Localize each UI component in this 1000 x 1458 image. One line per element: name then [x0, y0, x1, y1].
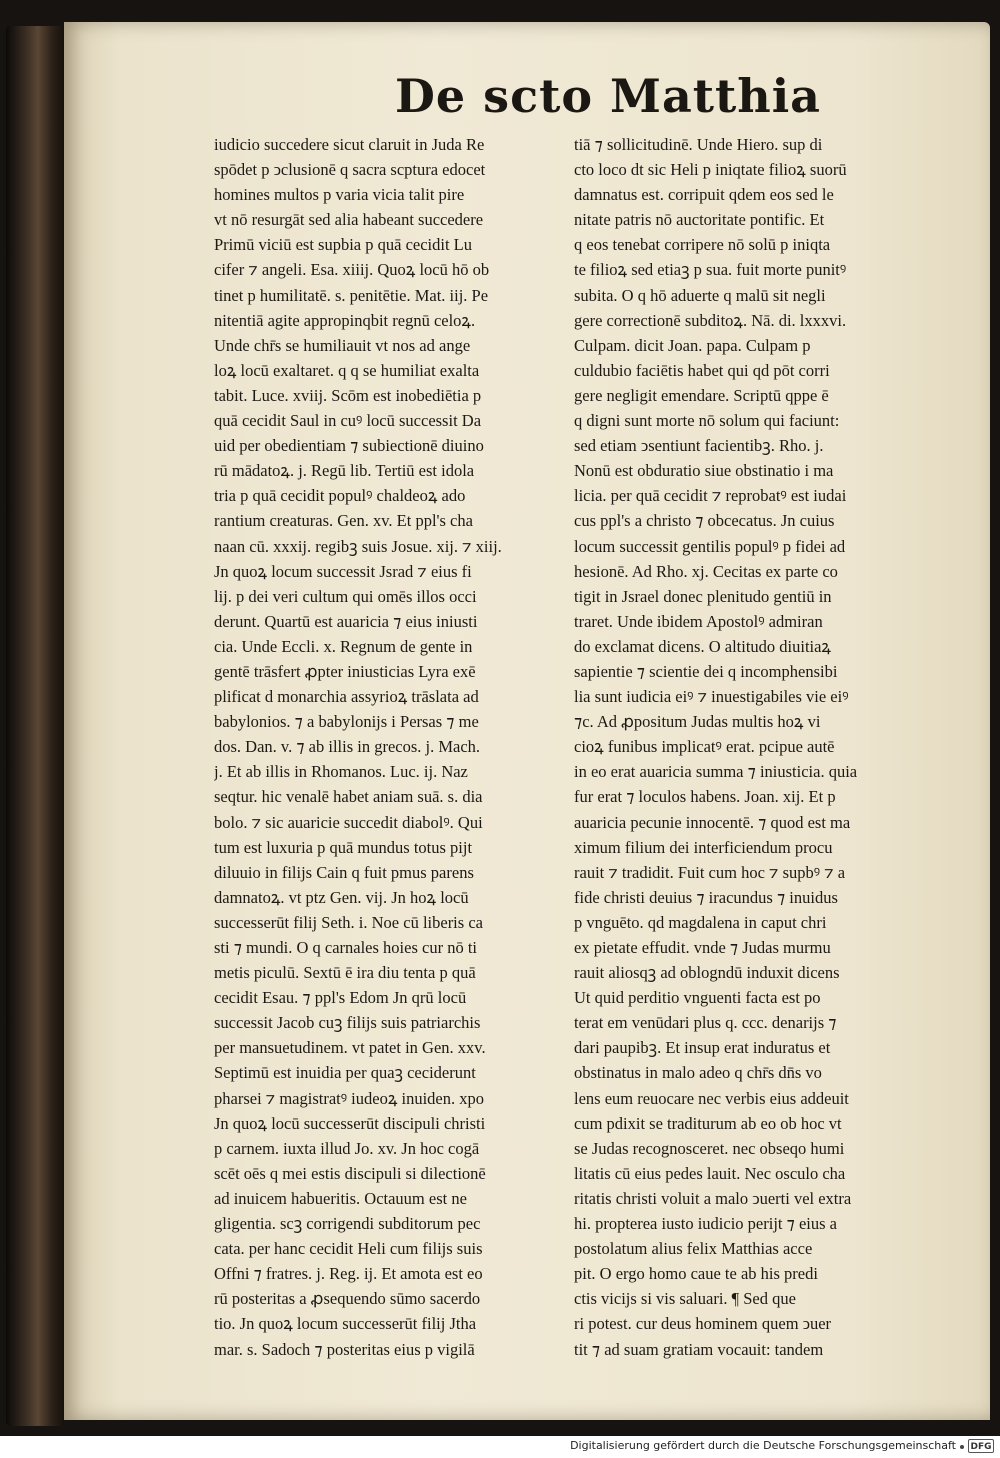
- text-line: ex pietate effudit. vnde ⁊ Judas murmu: [574, 938, 831, 957]
- text-line: ⁊c. Ad ꝓpositum Judas multis hoꝝ vi: [574, 712, 821, 732]
- text-line: ctis vicijs si vis saluari. ¶ Sed que: [574, 1289, 796, 1309]
- text-line: Jn quoꝝ locū successerūt discipuli christi: [214, 1113, 486, 1133]
- digitization-footer: [0, 1436, 1000, 1458]
- text-line: pit. O ergo homo caue te ab his predi: [574, 1264, 818, 1284]
- text-line: gentē trāsfert ꝓpter iniusticias Lyra exē: [214, 661, 476, 681]
- text-line: tio. Jn quoꝝ locum successerūt filij Jtha: [214, 1314, 477, 1334]
- text-line: naan cū. xxxij. regibꝫ suis Josue. xij. ⁊ xiij.: [214, 536, 502, 556]
- text-line: hi. propterea iusto iudicio perijt ⁊ eius a: [574, 1214, 837, 1234]
- text-line: Ut quid perditio vnguenti facta est po: [574, 988, 821, 1008]
- text-line: dari paupibꝫ. Et insup erat induratus et: [574, 1038, 831, 1058]
- text-line: diluuio in filijs Cain q fuit pmus parens: [214, 862, 474, 882]
- text-line: uid per obedientiam ⁊ subiectionē diuino: [214, 436, 484, 456]
- text-line: per mansuetudinem. vt patet in Gen. xxv.: [214, 1038, 486, 1058]
- text-line: tit ⁊ ad suam gratiam vocauit: tandem: [574, 1339, 824, 1359]
- text-line: scēt oēs q mei estis discipuli si dilectionē: [214, 1163, 486, 1183]
- text-line: in eo erat auaricia summa ⁊ iniusticia. quia: [574, 762, 858, 782]
- text-line: successerūt filij Seth. i. Noe cū liberis ca: [214, 912, 483, 932]
- text-line: nitentiā agite appropinqbit regnū celoꝝ.: [214, 310, 476, 330]
- text-line: tabit. Luce. xviij. Scōm est inobediētia p: [214, 385, 482, 405]
- text-line: rū posteritas a ꝓsequendo sūmo sacerdo: [214, 1289, 481, 1309]
- text-line: j. Et ab illis in Rhomanos. Luc. ij. Naz: [214, 762, 468, 782]
- text-line: postolatum alius felix Matthias acce: [574, 1239, 813, 1259]
- text-line: Offni ⁊ fratres. j. Reg. ij. Et amota est eo: [214, 1264, 483, 1284]
- text-line: spōdet p ↄclusionē q sacra scptura edocet: [214, 160, 486, 180]
- text-line: te filioꝝ sed etiaꝫ p sua. fuit morte punitꝰ: [574, 260, 847, 280]
- text-line: fide christi deuius ⁊ iracundus ⁊ inuidus: [574, 887, 838, 907]
- text-line: ximum filium dei interficiendum procu: [574, 837, 833, 857]
- text-line: gere correctionē subditoꝝ. Nā. di. lxxxvi.: [574, 310, 847, 330]
- text-line: gligentia. scꝫ corrigendi subditorum pec: [214, 1214, 481, 1234]
- text-line: dos. Dan. v. ⁊ ab illis in grecos. j. Mach.: [214, 737, 481, 757]
- text-line: seqtur. hic venalē habet aniam suā. s. dia: [214, 787, 483, 807]
- text-line: plificat d monarchia assyrioꝝ trāslata ad: [214, 687, 479, 707]
- text-line: babylonios. ⁊ a babylonijs i Persas ⁊ me: [214, 712, 479, 732]
- text-line: cia. Unde Eccli. x. Regnum de gente in: [214, 636, 473, 656]
- text-column-left: [214, 132, 574, 1362]
- text-line: sapientie ⁊ scientie dei q incomphensibi: [574, 661, 838, 681]
- text-line: ad inuicem habueritis. Octauum est ne: [214, 1188, 467, 1208]
- text-line: loꝝ locū exaltaret. q q se humiliat exalta: [214, 360, 480, 380]
- text-line: q eos tenebat corripere nō solū p iniqta: [574, 235, 831, 255]
- text-line: cum pdixit se traditurum ab eo ob hoc vt: [574, 1113, 842, 1133]
- text-line: lia sunt iudicia eiꝰ ⁊ inuestigabiles vie eiꝰ: [574, 687, 849, 707]
- text-line: rauit ⁊ tradidit. Fuit cum hoc ⁊ supbꝰ ⁊ a: [574, 862, 846, 882]
- text-line: homines multos p varia vicia talit pire: [214, 185, 465, 205]
- text-line: damnatus est. corripuit qdem eos sed le: [574, 185, 834, 205]
- text-line: cioꝝ funibus implicatꝰ erat. pcipue autē: [574, 737, 835, 757]
- text-line: sti ⁊ mundi. O q carnales hoies cur nō ti: [214, 938, 477, 957]
- text-line: hesionē. Ad Rho. xj. Cecitas ex parte co: [574, 561, 838, 581]
- text-line: fur erat ⁊ loculos habens. Joan. xij. Et p: [574, 787, 836, 807]
- text-line: iudicio succedere sicut claruit in Juda Re: [214, 135, 485, 154]
- text-line: Unde chr̄s se humiliauit vt nos ad ange: [214, 335, 471, 355]
- text-line: obstinatus in malo adeo q chr̄s dn̄s vo: [574, 1063, 822, 1083]
- text-line: nitate patris nō auctoritate pontific. Et: [574, 210, 825, 230]
- dfg-logo: DFG: [968, 1439, 994, 1453]
- footer-credit: Digitalisierung gefördert durch die Deutsche Forschungsgemeinschaft: [570, 1439, 956, 1452]
- text-line: do exclamat dicens. O altitudo diuitiaꝝ: [574, 636, 831, 656]
- text-line: licia. per quā cecidit ⁊ reprobatꝰ est iudai: [574, 486, 847, 506]
- text-line: Culpam. dicit Joan. papa. Culpam p: [574, 335, 811, 355]
- text-line: metis piculū. Sextū ē ira diu tenta p quā: [214, 963, 476, 983]
- text-line: Septimū est inuidia per quaꝫ ceciderunt: [214, 1063, 476, 1083]
- text-line: tria p quā cecidit populꝰ chaldeoꝝ ado: [214, 486, 466, 506]
- text-line: cto loco dt sic Heli p iniqtate filioꝝ suorū: [574, 160, 847, 180]
- text-line: p vnguēto. qd magdalena in caput chri: [574, 912, 827, 932]
- text-line: subita. O q hō aduerte q malū sit negli: [574, 285, 826, 305]
- text-line: se Judas recognosceret. nec obseqo humi: [574, 1138, 845, 1158]
- text-line: Jn quoꝝ locum successit Jsrad ⁊ eius fi: [214, 561, 472, 581]
- text-line: auaricia pecunie innocentē. ⁊ quod est ma: [574, 812, 851, 832]
- text-line: mar. s. Sadoch ⁊ posteritas eius p vigilā: [214, 1339, 475, 1359]
- text-line: derunt. Quartū est auaricia ⁊ eius iniusti: [214, 611, 478, 631]
- text-line: pharsei ⁊ magistratꝰ iudeoꝝ inuiden. xpo: [214, 1088, 484, 1108]
- text-line: cifer ⁊ angeli. Esa. xiiij. Quoꝝ locū hō ob: [214, 260, 490, 280]
- text-line: tum est luxuria p quā mundus totus pijt: [214, 837, 473, 857]
- text-line: damnatoꝝ. vt ptz Gen. vij. Jn hoꝝ locū: [214, 887, 469, 907]
- text-line: terat em venūdari plus q. ccc. denarijs ⁊: [574, 1013, 837, 1033]
- page-heading: De scto Matthia: [395, 69, 821, 123]
- text-line: culdubio faciētis habet qui qd pōt corri: [574, 360, 830, 380]
- book-fore-edge: [6, 26, 64, 1426]
- text-line: tiā ⁊ sollicitudinē. Unde Hiero. sup di: [574, 135, 823, 154]
- text-line: ri potest. cur deus hominem quem ↄuer: [574, 1314, 832, 1334]
- text-line: q digni sunt morte nō solum qui faciunt:: [574, 411, 840, 431]
- text-line: cecidit Esau. ⁊ ppl's Edom Jn qrū locū: [214, 988, 467, 1008]
- text-line: tinet p humilitatē. s. penitētie. Mat. iij. Pe: [214, 285, 489, 305]
- text-line: cus ppl's a christo ⁊ obcecatus. Jn cuius: [574, 511, 835, 531]
- text-line: quā cecidit Saul in cuꝰ locū successit Da: [214, 411, 482, 431]
- text-line: locum successit gentilis populꝰ p fidei ad: [574, 536, 846, 556]
- text-line: p carnem. iuxta illud Jo. xv. Jn hoc cogā: [214, 1138, 480, 1158]
- text-line: Nonū est obduratio siue obstinatio i ma: [574, 461, 834, 481]
- text-line: ritatis christi voluit a malo ↄuerti vel extra: [574, 1188, 852, 1208]
- text-line: vt nō resurgāt sed alia habeant succedere: [214, 210, 484, 230]
- text-line: rantium creaturas. Gen. xv. Et ppl's cha: [214, 511, 473, 531]
- text-line: tigit in Jsrael donec plenitudo gentiū in: [574, 586, 832, 606]
- text-line: rauit aliosqꝫ ad oblogndū induxit dicens: [574, 963, 840, 983]
- text-line: rū mādatoꝝ. j. Regū lib. Tertiū est idola: [214, 461, 475, 481]
- text-line: bolo. ⁊ sic auaricie succedit diabolꝰ. Qui: [214, 812, 483, 832]
- footer-separator: [960, 1445, 964, 1449]
- text-line: gere negligit emendare. Scriptū qppe ē: [574, 385, 829, 405]
- text-line: cata. per hanc cecidit Heli cum filijs suis: [214, 1239, 483, 1259]
- text-line: Primū viciū est supbia p quā cecidit Lu: [214, 235, 472, 255]
- text-line: litatis cū eius pedes lauit. Nec osculo cha: [574, 1163, 846, 1183]
- text-line: traret. Unde ibidem Apostolꝰ admiran: [574, 611, 823, 631]
- text-line: sed etiam ↄsentiunt facientibꝫ. Rho. j.: [574, 436, 824, 456]
- text-line: successit Jacob cuꝫ filijs suis patriarchis: [214, 1013, 481, 1033]
- text-line: lens eum reuocare nec verbis eius addeuit: [574, 1088, 849, 1108]
- text-column-right: [574, 132, 964, 1362]
- text-line: lij. p dei veri cultum qui omēs illos occi: [214, 586, 477, 606]
